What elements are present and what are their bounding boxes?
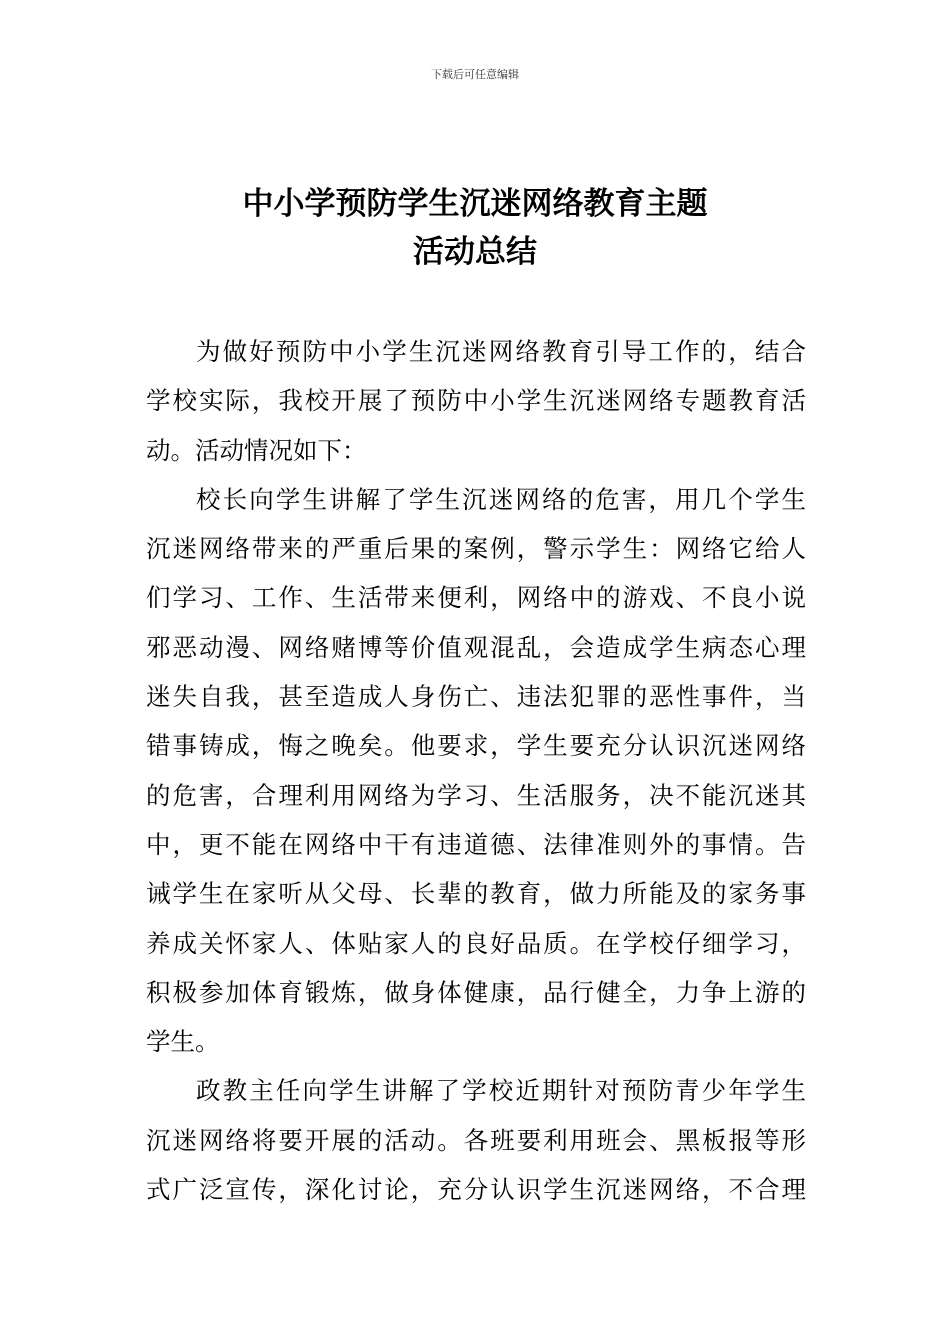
text-line: 诫学生在家听从父母、长辈的教育，做力所能及的家务事: [146, 879, 806, 909]
text-line: 校长向学生讲解了学生沉迷网络的危害，用几个学生: [196, 484, 806, 514]
title-line-1: 中小学预防学生沉迷网络教育主题: [242, 186, 708, 222]
text-line: 养成关怀家人、体贴家人的良好品质。在学校仔细学习，: [146, 928, 806, 958]
text-line: 邪恶动漫、网络赌博等价值观混乱，会造成学生病态心理: [146, 632, 806, 662]
text-line: 积极参加体育锻炼，做身体健康，品行健全，力争上游的: [146, 977, 806, 1007]
text-line: 错事铸成，悔之晚矣。他要求，学生要充分认识沉迷网络: [146, 731, 806, 761]
text-line: 政教主任向学生讲解了学校近期针对预防青少年学生: [196, 1076, 806, 1106]
header-note: 下载后可任意编辑: [431, 68, 519, 81]
document-title: [0, 180, 950, 276]
text-line: 沉迷网络带来的严重后果的案例，警示学生：网络它给人: [146, 534, 806, 564]
text-line: 动。活动情况如下：: [146, 435, 367, 465]
title-line-2: 活动总结: [413, 234, 537, 270]
text-line: 学校实际，我校开展了预防中小学生沉迷网络专题教育活: [146, 386, 806, 416]
text-line: 们学习、工作、生活带来便利，网络中的游戏、不良小说: [146, 583, 806, 613]
text-line: 迷失自我，甚至造成人身伤亡、违法犯罪的恶性事件，当: [146, 682, 806, 712]
text-line: 式广泛宣传，深化讨论，充分认识学生沉迷网络，不合理: [146, 1175, 806, 1205]
text-line: 学生。: [146, 1027, 220, 1057]
document-body: [146, 327, 806, 1214]
text-line: 的危害，合理利用网络为学习、生活服务，决不能沉迷其: [146, 780, 806, 810]
text-line: 中，更不能在网络中干有违道德、法律准则外的事情。告: [146, 829, 806, 859]
text-line: 沉迷网络将要开展的活动。各班要利用班会、黑板报等形: [146, 1125, 806, 1155]
text-line: 为做好预防中小学生沉迷网络教育引导工作的，结合: [196, 337, 806, 366]
